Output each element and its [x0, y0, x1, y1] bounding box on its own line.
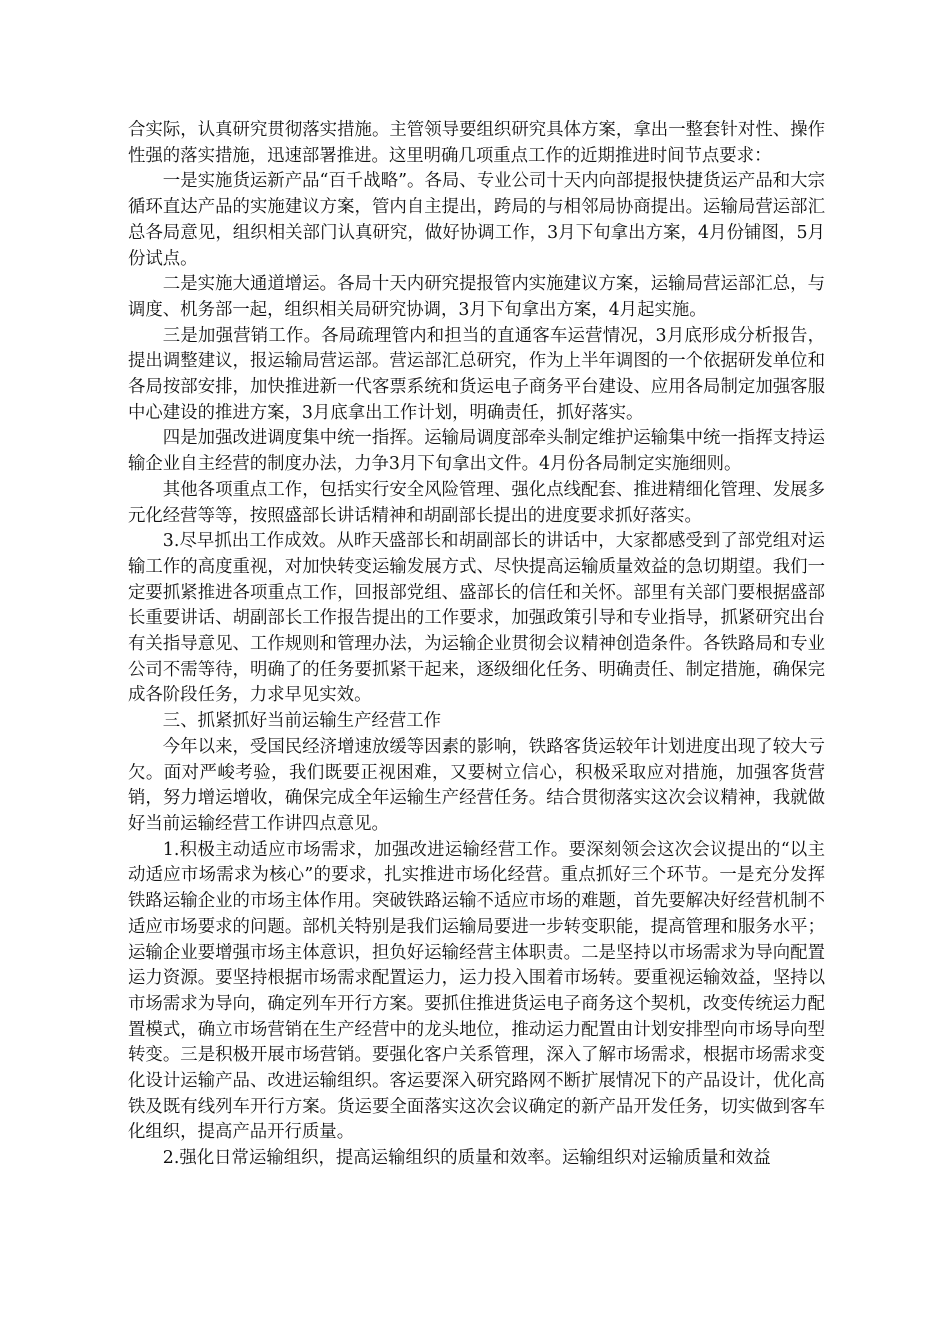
paragraph-continued: 合实际，认真研究贯彻落实措施。主管领导要组织研究具体方案，拿出一整套针对性、操作性强的落实措施，迅速部署推进。这里明确几项重点工作的近期推进时间节点要求：: [128, 120, 825, 166]
paragraph-marketing: 三是加强营销工作。各局疏理管内和担当的直通客车运营情况，3月底形成分析报告，提出调整建议，报运输局营运部。营运部汇总研究，作为上半年调图的一个依据研发单位和各局按部安排，加快推进新一代客票系统和货运电子商务平台建设、应用各局制定加强客服中心建设的推进方案，3月底拿出工作计划，明确责任，抓好落实。: [128, 325, 825, 423]
paragraph-corridor: 二是实施大通道增运。各局十天内研究提报管内实施建议方案，运输局营运部汇总，与调度、机务部一起，组织相关局研究协调，3月下旬拿出方案，4月起实施。: [128, 274, 825, 320]
paragraph-point-two: 2.强化日常运输组织，提高运输组织的质量和效率。运输组织对运输质量和效益: [162, 1148, 771, 1169]
paragraph-other-tasks: 其他各项重点工作，包括实行安全风险管理、强化点线配套、推进精细化管理、发展多元化经营等等，按照盛部长讲话精神和胡副部长提出的进度要求抓好落实。: [128, 479, 825, 526]
document-page: [128, 118, 825, 1172]
paragraph-intro: 今年以来，受国民经济增速放缓等因素的影响，铁路客货运较年计划进度出现了较大亏欠。面对严峻考验，我们既要正视困难，又要树立信心，积极采取应对措施，加强客货营销，努力增运增收，确保完成全年运输生产经营任务。结合贯彻落实这次会议精神，我就做好当前运输经营工作讲四点意见。: [128, 736, 825, 834]
paragraph-dispatch: 四是加强改进调度集中统一指挥。运输局调度部牵头制定维护运输集中统一指挥支持运输企业自主经营的制度办法，力争3月下旬拿出文件。4月份各局制定实施细则。: [128, 428, 825, 475]
paragraph-results: 3.尽早抓出工作成效。从昨天盛部长和胡副部长的讲话中，大家都感受到了部党组对运输工作的高度重视，对加快转变运输发展方式、尽快提高运输质量效益的急切期望。我们一定要抓紧推进各项重点工作，回报部党组、盛部长的信任和关怀。部里有关部门要根据盛部长重要讲话、胡副部长工作报告提出的工作要求，加强政策引导和专业指导，抓紧研究出台有关指导意见、工作规则和管理办法，为运输企业贯彻会议精神创造条件。各铁路局和专业公司不需等待，明确了的任务要抓紧干起来，逐级细化任务、明确责任、制定措施，确保完成各阶段任务，力求早见实效。: [128, 531, 825, 706]
section-heading-three: 三、抓紧抓好当前运输生产经营工作: [162, 711, 442, 732]
paragraph-freight-strategy: 一是实施货运新产品“百千战略”。各局、专业公司十天内向部提报快捷货运产品和大宗循环直达产品的实施建议方案，管内自主提出，跨局的与相邻局协商提出。运输局营运部汇总各局意见，组织相关部门认真研究，做好协调工作，3月下旬拿出方案，4月份铺图，5月份试点。: [128, 171, 825, 269]
paragraph-point-one: 1.积极主动适应市场需求，加强改进运输经营工作。要深刻领会这次会议提出的“以主动适应市场需求为核心”的要求，扎实推进市场化经营。重点抓好三个环节。一是充分发挥铁路运输企业的市场主体作用。突破铁路运输不适应市场的难题，首先要解决好经营机制不适应市场要求的问题。部机关特别是我们运输局要进一步转变职能，提高管理和服务水平；运输企业要增强市场主体意识，担负好运输经营主体职责。二是坚持以市场需求为导向配置运力资源。要坚持根据市场需求配置运力，运力投入围着市场转。要重视运输效益，坚持以市场需求为导向，确定列车开行方案。要抓住推进货运电子商务这个契机，改变传统运力配置模式，确立市场营销在生产经营中的龙头地位，推动运力配置由计划安排型向市场导向型转变。三是积极开展市场营销。要强化客户关系管理，深入了解市场需求，根据市场需求变化设计运输产品、改进运输组织。客运要深入研究路网不断扩展情况下的产品设计，优化高铁及既有线列车开行方案。货运要全面落实这次会议确定的新产品开发任务，切实做到客车化组织，提高产品开行质量。: [128, 839, 825, 1143]
